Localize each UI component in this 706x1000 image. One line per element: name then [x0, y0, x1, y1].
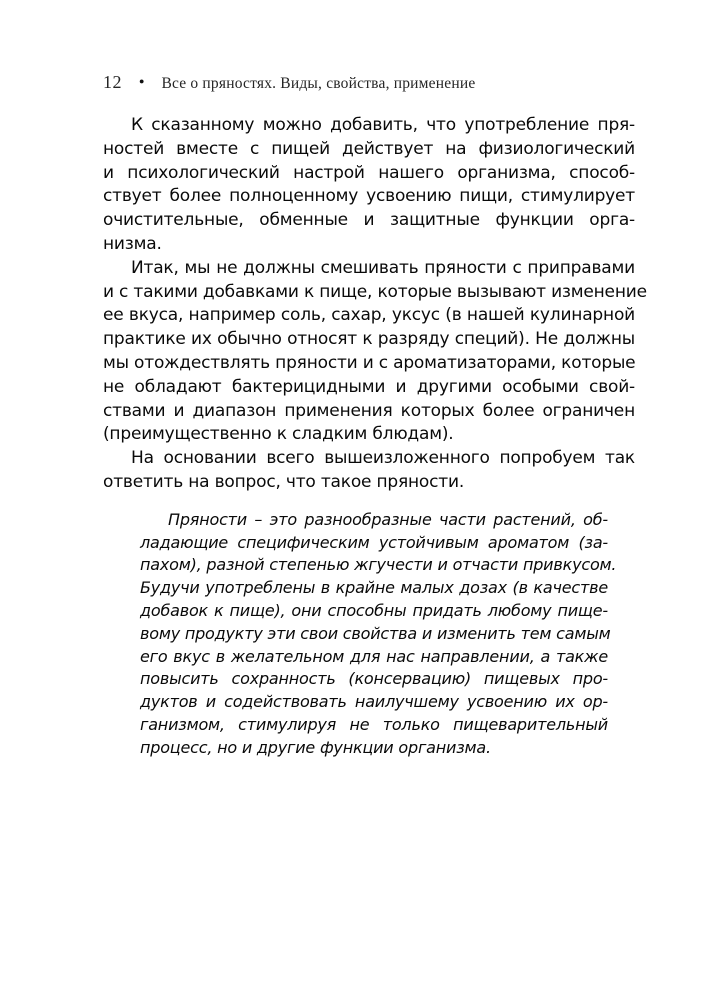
- page-body: [103, 114, 647, 760]
- text-line: пахом), разной степенью жгучести и отчасти привкусом.: [140, 555, 617, 575]
- text-line: Будучи употреблены в крайне малых дозах (в качестве: [140, 578, 608, 598]
- text-line: и психологический настрой нашего организма, способ-: [103, 162, 635, 183]
- text-line: ответить на вопрос, что такое пряности.: [103, 471, 465, 492]
- running-title: Все о пряностях. Виды, свойства, применение: [161, 75, 476, 92]
- text-line: повысить сохранность (консервацию) пищевых про-: [140, 669, 608, 689]
- text-line: низма.: [103, 233, 162, 254]
- text-line: мы отождествлять пряности и с ароматизаторами, которые: [103, 352, 636, 373]
- text-line: ладающие специфическим устойчивым ароматом (за-: [140, 532, 608, 552]
- text-line: К сказанному можно добавить, что употребление пря-: [131, 115, 635, 135]
- text-line: не обладают бактерицидными и другими особыми свой-: [103, 376, 635, 397]
- quote-paragraph: [140, 509, 617, 760]
- text-line: ее вкуса, например соль, сахар, уксус (в нашей кулинарной: [103, 305, 635, 326]
- text-line: Пряности – это разнообразные части растений, об-: [168, 509, 608, 529]
- text-line: процесс, но и другие функции организма.: [140, 737, 491, 757]
- text-line: его вкус в желательном для нас направлении, а также: [140, 646, 608, 666]
- text-line: практике их обычно относят к разряду специй). Не должны: [103, 329, 635, 350]
- page-number: 12: [103, 72, 122, 92]
- running-header: [103, 72, 643, 93]
- text-line: На основании всего вышеизложенного попробуем так: [131, 448, 635, 469]
- paragraph: [103, 447, 635, 495]
- text-line: ностей вместе с пищей действует на физиологический: [103, 138, 635, 159]
- text-line: ствует более полноценному усвоению пищи, стимулирует: [103, 186, 635, 207]
- text-line: добавок к пище), они способны придать любому пище-: [140, 600, 608, 620]
- paragraph: [103, 114, 635, 257]
- text-line: очистительные, обменные и защитные функции орга-: [103, 210, 635, 231]
- text-line: дуктов и содействовать наилучшему усвоению их ор-: [140, 692, 608, 712]
- text-line: вому продукту эти свои свойства и изменить тем самым: [140, 623, 611, 643]
- text-line: и с такими добавками к пище, которые вызывают изменение: [103, 281, 647, 302]
- paragraph: [103, 257, 647, 447]
- text-line: (преимущественно к сладким блюдам).: [103, 424, 454, 445]
- text-line: Итак, мы не должны смешивать пряности с приправами: [131, 257, 635, 278]
- bullet-separator-icon: ●: [139, 75, 145, 86]
- text-line: ствами и диапазон применения которых более ограничен: [103, 400, 635, 421]
- text-line: ганизмом, стимулируя не только пищеварительный: [140, 714, 608, 734]
